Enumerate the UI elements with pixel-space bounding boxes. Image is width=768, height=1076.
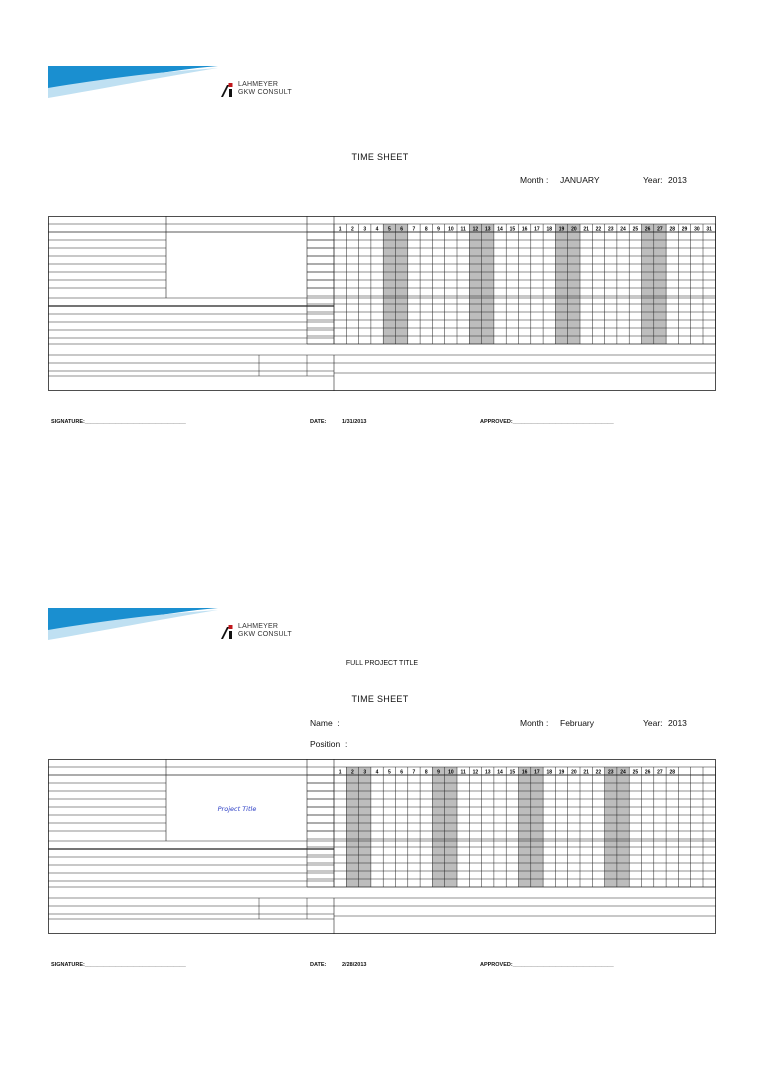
timesheet-grid-svg (48, 759, 716, 937)
day-number: 20 (571, 769, 577, 776)
logo-line-2: GKW CONSULT (238, 631, 292, 638)
logo-line-2: GKW CONSULT (238, 89, 292, 96)
day-number: 16 (521, 226, 528, 233)
weekend-shade (482, 224, 494, 344)
day-number: 9 (437, 769, 440, 776)
day-number: 6 (400, 226, 404, 233)
timesheet-january (0, 64, 768, 534)
day-number: 25 (632, 769, 639, 776)
date-label: DATE: (310, 419, 327, 425)
day-number: 24 (620, 226, 626, 233)
full-project-title: FULL PROJECT TITLE (345, 660, 419, 667)
month-value[interactable]: JANUARY (560, 175, 600, 185)
month-label: Month : (520, 718, 549, 728)
month-value[interactable]: February (560, 718, 595, 728)
day-number: 27 (657, 226, 663, 233)
day-number: 20 (571, 226, 577, 233)
day-number: 12 (472, 226, 479, 233)
day-number: 18 (546, 769, 553, 776)
weekend-shade (654, 224, 666, 344)
name-label: Name : (310, 718, 340, 728)
day-number: 1 (338, 226, 342, 233)
day-number: 16 (521, 769, 528, 776)
day-number: 15 (509, 769, 516, 776)
weekend-shade (396, 224, 408, 344)
lahmeyer-logo-text (238, 81, 292, 97)
day-number: 4 (375, 769, 379, 776)
position-label: Position : (310, 739, 348, 749)
weekend-shade (469, 224, 481, 344)
month-label: Month : (520, 175, 549, 185)
weekend-shade (432, 767, 444, 887)
day-number: 30 (694, 226, 700, 233)
weekend-shade (519, 767, 531, 887)
year-value[interactable]: 2013 (668, 718, 687, 728)
day-number: 13 (484, 226, 491, 233)
day-number: 10 (448, 226, 454, 233)
day-number: 22 (595, 226, 602, 233)
day-number: 2 (351, 769, 354, 776)
brand-wave-logo (48, 606, 218, 640)
approved-line[interactable]: APPROVED:_________________________________ (480, 962, 614, 968)
grid-border (49, 217, 716, 391)
sheet-title: TIME SHEET (351, 152, 409, 162)
signature-line[interactable]: SIGNATURE:_________________________________ (51, 962, 186, 968)
brand-wave-logo (48, 64, 218, 98)
day-number: 3 (363, 769, 367, 776)
weekend-shade (346, 767, 358, 887)
logo-line-1: LAHMEYER (238, 81, 279, 88)
day-number: 19 (558, 226, 565, 233)
year-value[interactable]: 2013 (668, 175, 687, 185)
day-number: 3 (363, 226, 367, 233)
day-number: 11 (460, 226, 466, 233)
day-number: 8 (424, 226, 428, 233)
weekend-shade (445, 767, 457, 887)
sheet-title: TIME SHEET (351, 694, 409, 704)
day-number: 28 (669, 769, 676, 776)
day-number: 1 (338, 769, 342, 776)
day-number: 7 (412, 226, 416, 233)
day-number: 18 (546, 226, 553, 233)
year-label: Year: (643, 718, 663, 728)
day-number: 29 (681, 226, 688, 233)
day-number: 9 (437, 226, 440, 233)
signature-line[interactable]: SIGNATURE:_________________________________ (51, 419, 186, 425)
weekend-shade (383, 224, 395, 344)
approved-line[interactable]: APPROVED:_________________________________ (480, 419, 614, 425)
timesheet-february (0, 606, 768, 1076)
lahmeyer-logo-icon (219, 624, 235, 640)
day-number: 2 (351, 226, 354, 233)
day-number: 27 (657, 769, 663, 776)
weekend-shade (568, 224, 580, 344)
day-number: 11 (460, 769, 466, 776)
day-number: 5 (387, 769, 391, 776)
weekend-shade (531, 767, 543, 887)
day-number: 7 (412, 769, 416, 776)
weekend-shade (359, 767, 371, 887)
logo-line-1: LAHMEYER (238, 623, 279, 630)
day-number: 8 (424, 769, 428, 776)
day-number: 23 (607, 226, 614, 233)
day-number: 26 (644, 769, 651, 776)
weekend-shade (642, 224, 654, 344)
day-number: 6 (400, 769, 404, 776)
weekend-shade (605, 767, 617, 887)
day-number: 5 (387, 226, 391, 233)
day-number: 21 (583, 769, 589, 776)
day-number: 12 (472, 769, 479, 776)
day-number: 13 (484, 769, 491, 776)
day-number: 21 (583, 226, 589, 233)
year-label: Year: (643, 175, 663, 185)
weekend-shade (555, 224, 567, 344)
day-number: 26 (644, 226, 651, 233)
day-number: 22 (595, 769, 602, 776)
timesheet-grid-svg (48, 216, 716, 394)
day-number: 17 (534, 769, 540, 776)
weekend-shade (617, 767, 629, 887)
date-value[interactable]: 2/28/2013 (342, 962, 367, 968)
day-number: 14 (497, 226, 503, 233)
day-number: 14 (497, 769, 503, 776)
lahmeyer-logo-icon (219, 82, 235, 98)
day-number: 23 (607, 769, 614, 776)
activity-project-title: Project Title (217, 805, 257, 813)
day-number: 24 (620, 769, 626, 776)
timesheet-grid (48, 759, 716, 937)
day-number: 19 (558, 769, 565, 776)
date-value[interactable]: 1/31/2013 (342, 419, 367, 425)
lahmeyer-logo-text (238, 623, 292, 639)
day-number: 28 (669, 226, 676, 233)
date-label: DATE: (310, 962, 327, 968)
day-number: 31 (706, 226, 712, 233)
day-number: 17 (534, 226, 540, 233)
day-number: 25 (632, 226, 639, 233)
day-number: 10 (448, 769, 454, 776)
day-number: 15 (509, 226, 516, 233)
day-number: 4 (375, 226, 379, 233)
timesheet-grid (48, 216, 716, 394)
